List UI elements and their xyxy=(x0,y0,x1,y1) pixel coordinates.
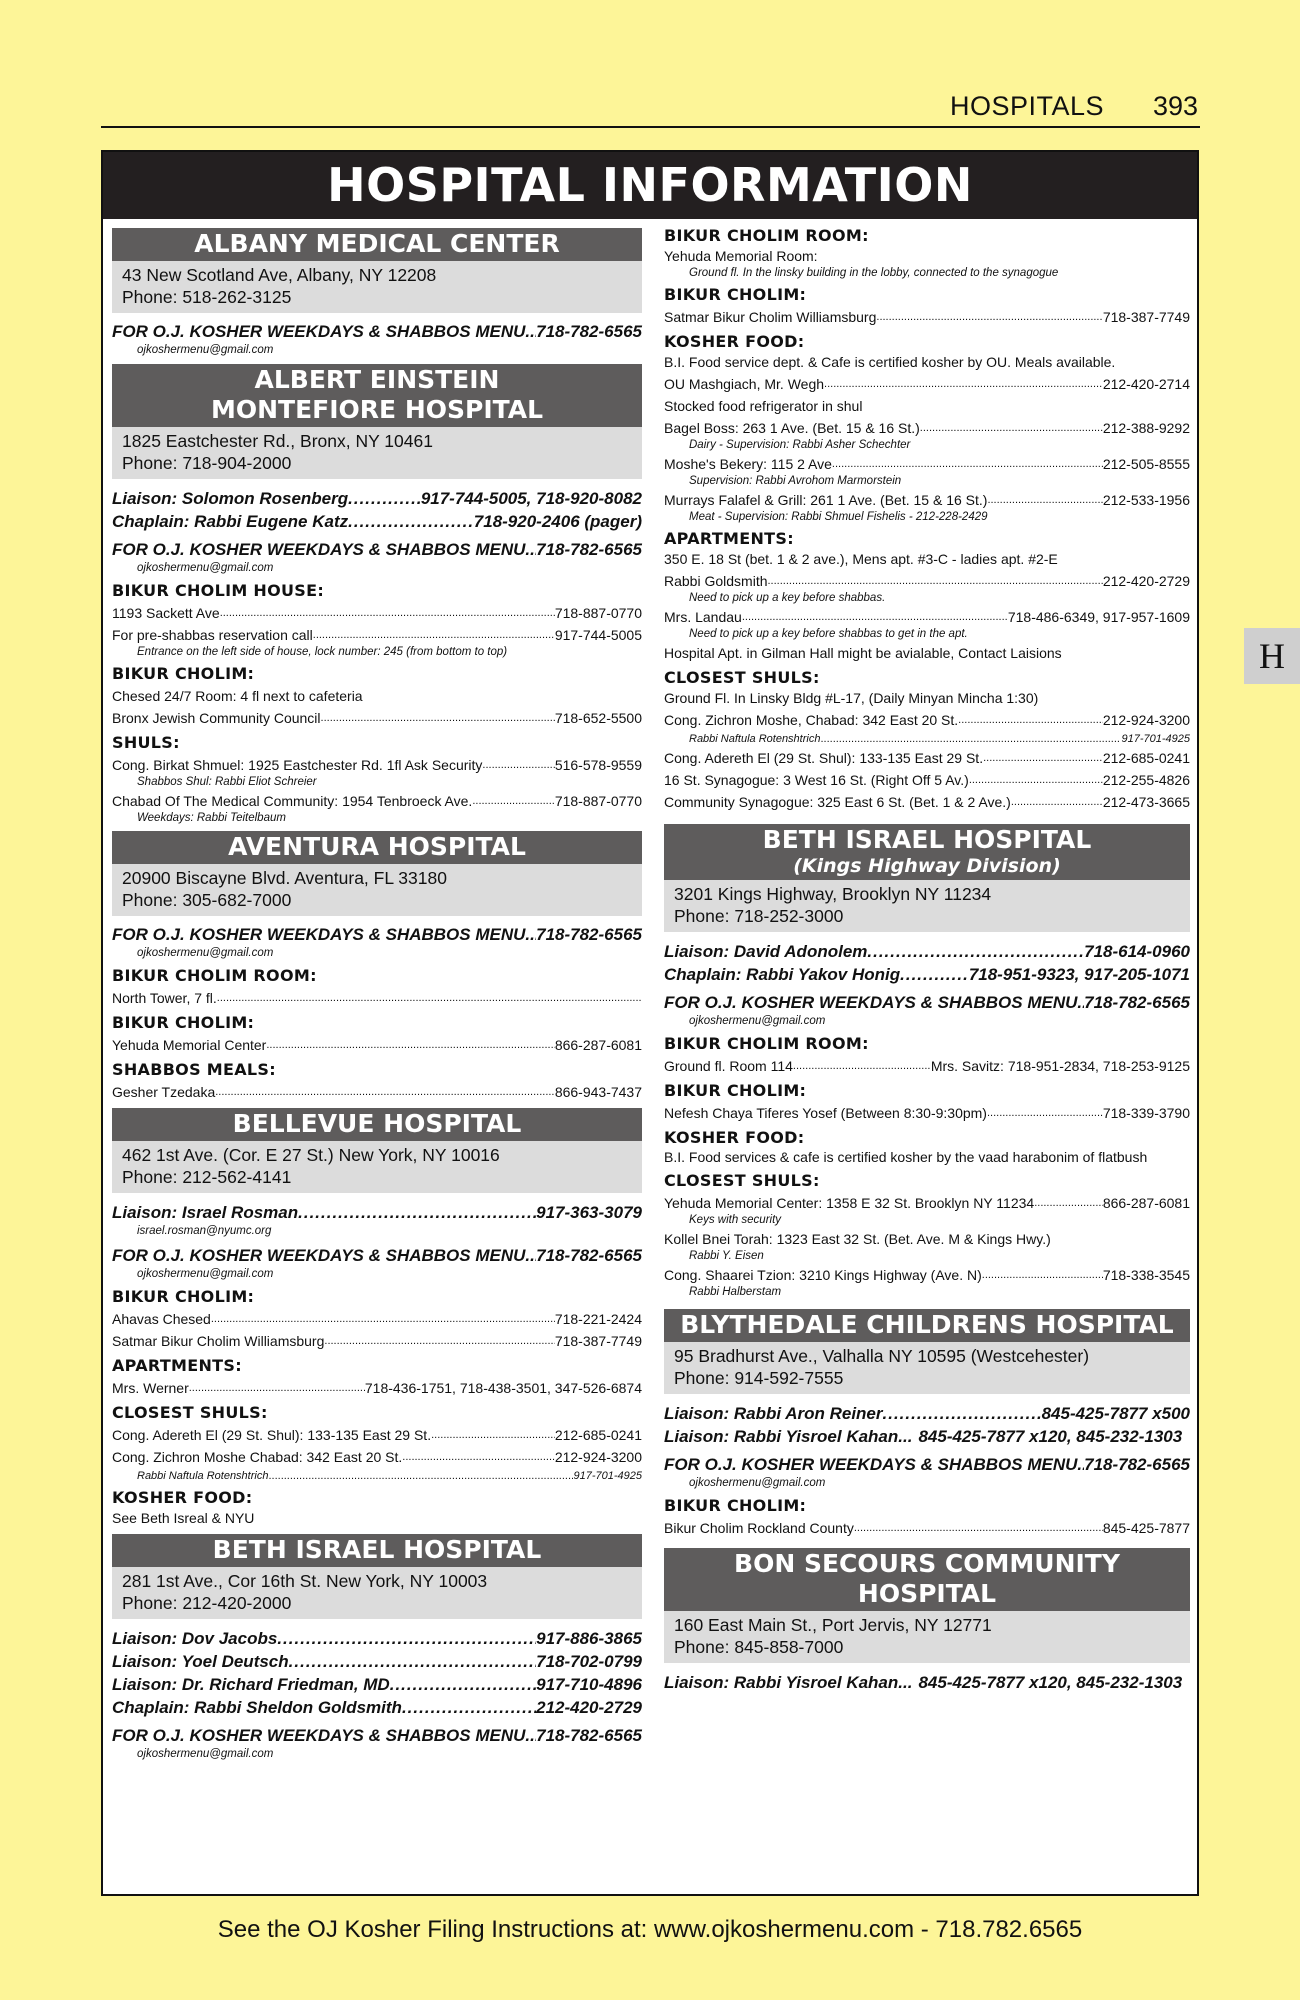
listing-note: Meat - Supervision: Rabbi Shmuel Fishelis - 212-228-2429 xyxy=(689,511,988,523)
menu-line: FOR O.J. KOSHER WEEKDAYS & SHABBOS MENU ..... 718-782-6565 xyxy=(112,539,642,561)
listing-text: See Beth Isreal & NYU xyxy=(112,1510,255,1526)
page-number: 393 xyxy=(1152,91,1198,121)
listing-row: Ground fl. Room 114 ..... Mrs. Savitz: 718-951-2834, 718-253-9125 xyxy=(664,1056,1190,1076)
menu-line: FOR O.J. KOSHER WEEKDAYS & SHABBOS MENU ..... 718-782-6565 xyxy=(112,1245,642,1267)
listing-note: Rabbi Halberstam xyxy=(689,1286,782,1298)
footer-text[interactable]: See the OJ Kosher Filing Instructions at: www.ojkoshermenu.com - 718.782.6565 xyxy=(217,1916,1083,1943)
hospital-bon-secours xyxy=(664,1548,1190,1694)
listing-row: Rabbi Naftula Rotenshtrich ..... 917-701-4925 xyxy=(112,1469,642,1483)
listing-note: Keys with security xyxy=(689,1214,782,1226)
liaison-line: Liaison: Yoel Deutsch ..... 718-702-0799 xyxy=(112,1650,642,1673)
listing-row: Ahavas Chesed ..... 718-221-2424 xyxy=(112,1309,642,1329)
listing-row: Yehuda Memorial Center: 1358 E 32 St. Brooklyn NY 11234 ..... 866-287-6081 xyxy=(664,1193,1190,1213)
menu-line: FOR O.J. KOSHER WEEKDAYS & SHABBOS MENU ..... 718-782-6565 xyxy=(112,321,642,343)
chaplain-line: Chaplain: Rabbi Sheldon Goldsmith ..... 212-420-2729 xyxy=(112,1696,642,1719)
menu-line: FOR O.J. KOSHER WEEKDAYS & SHABBOS MENU ..... 718-782-6565 xyxy=(112,1725,642,1747)
listing-text: Kollel Bnei Torah: 1323 East 32 St. (Bet. Ave. M & Kings Hwy.) xyxy=(664,1231,1051,1247)
listing-row: Cong. Shaarei Tzion: 3210 Kings Highway (Ave. N) ..... 718-338-3545 xyxy=(664,1265,1190,1285)
address: 3201 Kings Highway, Brooklyn NY 11234 xyxy=(674,884,992,904)
chaplain-line: Chaplain: Rabbi Eugene Katz ..... 718-920-2406 (pager) xyxy=(112,510,642,533)
section-heading: BIKUR CHOLIM ROOM: xyxy=(112,966,317,985)
liaison-line: Liaison: David Adonolem ..... 718-614-0960 xyxy=(664,940,1190,963)
listing-row: Cong. Adereth El (29 St. Shul): 133-135 East 29 St. ..... 212-685-0241 xyxy=(664,748,1190,768)
listing-text: Ground Fl. In Linsky Bldg #L-17, (Daily Minyan Mincha 1:30) xyxy=(664,690,1039,706)
hospital-blythedale xyxy=(664,1309,1190,1538)
listing-note: Rabbi Y. Eisen xyxy=(689,1250,764,1262)
section-heading: CLOSEST SHULS: xyxy=(664,1171,820,1190)
right-column xyxy=(664,226,1190,1700)
address: 1825 Eastchester Rd., Bronx, NY 10461 xyxy=(122,431,433,451)
section-heading: BIKUR CHOLIM ROOM: xyxy=(664,226,869,245)
section-heading: SHULS: xyxy=(112,733,180,752)
menu-email[interactable]: ojkoshermenu@gmail.com xyxy=(137,1268,274,1280)
listing-note: Need to pick up a key before shabbas to get in the apt. xyxy=(689,628,968,640)
liaison-line: Liaison: Dov Jacobs ..... 917-886-3865 xyxy=(112,1627,642,1650)
section-heading: BIKUR CHOLIM: xyxy=(112,1013,255,1032)
address: 43 New Scotland Ave, Albany, NY 12208 xyxy=(122,265,437,285)
listing-row: Rabbi Naftula Rotenshtrich ..... 917-701-4925 xyxy=(664,732,1190,746)
listing-text: B.I. Food service dept. & Cafe is certified kosher by OU. Meals available. xyxy=(664,354,1116,370)
listing-row: Yehuda Memorial Center ..... 866-287-6081 xyxy=(112,1035,642,1055)
menu-email[interactable]: ojkoshermenu@gmail.com xyxy=(689,1015,826,1027)
section-heading: APARTMENTS: xyxy=(664,529,794,548)
page-title: HOSPITAL INFORMATION xyxy=(103,152,1197,219)
hospital-name: ALBERT EINSTEIN MONTEFIORE HOSPITAL xyxy=(112,364,642,427)
section-heading: KOSHER FOOD: xyxy=(112,1488,253,1507)
listing-row: Gesher Tzedaka ..... 866-943-7437 xyxy=(112,1082,642,1102)
section-heading: KOSHER FOOD: xyxy=(664,1128,805,1147)
listing-text: B.I. Food services & cafe is certified kosher by the vaad harabonim of flatbush xyxy=(664,1149,1148,1165)
listing-row: North Tower, 7 fl. ..... xyxy=(112,988,642,1008)
menu-email[interactable]: ojkoshermenu@gmail.com xyxy=(137,562,274,574)
listing-row: Satmar Bikur Cholim Williamsburg ..... 718-387-7749 xyxy=(112,1331,642,1351)
section-heading: BIKUR CHOLIM ROOM: xyxy=(664,1034,869,1053)
hospital-bellevue xyxy=(112,1108,642,1528)
section-heading: CLOSEST SHULS: xyxy=(664,668,820,687)
listing-row: Cong. Zichron Moshe Chabad: 342 East 20 St. ..... 212-924-3200 xyxy=(112,1447,642,1467)
hospital-address-block xyxy=(112,427,642,479)
hospital-einstein xyxy=(112,364,642,825)
phone: Phone: 212-562-4141 xyxy=(122,1167,292,1187)
section-heading: SHABBOS MEALS: xyxy=(112,1060,276,1079)
listing-note: Ground fl. In the linsky building in the lobby, connected to the synagogue xyxy=(689,267,1059,279)
liaison-line: Liaison: Rabbi Yisroel Kahan... 845-425-7877 x120, 845-232-1303 xyxy=(664,1427,1183,1446)
section-heading: KOSHER FOOD: xyxy=(664,332,805,351)
liaison-line: Liaison: Rabbi Yisroel Kahan... 845-425-7877 x120, 845-232-1303 xyxy=(664,1673,1183,1692)
hospital-address-block xyxy=(664,880,1190,932)
section-heading: APARTMENTS: xyxy=(112,1356,242,1375)
section-heading: BIKUR CHOLIM: xyxy=(112,1287,255,1306)
hospital-beth-israel-kings xyxy=(664,824,1190,1299)
phone: Phone: 212-420-2000 xyxy=(122,1593,292,1613)
listing-row: Nefesh Chaya Tiferes Yosef (Between 8:30-9:30pm) ..... 718-339-3790 xyxy=(664,1103,1190,1123)
liaison-line: Liaison: Solomon Rosenberg ..... 917-744-5005, 718-920-8082 xyxy=(112,487,642,510)
listing-row: Chabad Of The Medical Community: 1954 Tenbroeck Ave. ..... 718-887-0770 xyxy=(112,791,642,811)
listing-row: Moshe's Bekery: 115 2 Ave ..... 212-505-8555 xyxy=(664,454,1190,474)
hospital-info-box xyxy=(101,150,1199,1896)
listing-row: Bikur Cholim Rockland County ..... 845-425-7877 xyxy=(664,1518,1190,1538)
section-heading: BIKUR CHOLIM: xyxy=(664,1496,807,1515)
left-column xyxy=(112,228,642,1768)
address: 281 1st Ave., Cor 16th St. New York, NY 10003 xyxy=(122,1571,488,1591)
chaplain-line: Chaplain: Rabbi Yakov Honig ..... 718-951-9323, 917-205-1071 xyxy=(664,963,1190,986)
menu-email[interactable]: ojkoshermenu@gmail.com xyxy=(137,947,274,959)
listing-row: Cong. Birkat Shmuel: 1925 Eastchester Rd. 1fl Ask Security ..... 516-578-9559 xyxy=(112,755,642,775)
listing-row: Bagel Boss: 263 1 Ave. (Bet. 15 & 16 St.) ..... 212-388-9292 xyxy=(664,418,1190,438)
phone: Phone: 718-904-2000 xyxy=(122,453,292,473)
hospital-name: AVENTURA HOSPITAL xyxy=(112,831,642,864)
listing-row: Murrays Falafel & Grill: 261 1 Ave. (Bet. 15 & 16 St.) ..... 212-533-1956 xyxy=(664,490,1190,510)
menu-line: FOR O.J. KOSHER WEEKDAYS & SHABBOS MENU ..... 718-782-6565 xyxy=(664,1454,1190,1476)
listing-row: Bronx Jewish Community Council ..... 718-652-5500 xyxy=(112,708,642,728)
hospital-name: BETH ISRAEL HOSPITAL xyxy=(112,1534,642,1567)
listing-row: Cong. Zichron Moshe, Chabad: 342 East 20 St. ..... 212-924-3200 xyxy=(664,710,1190,730)
listing-note: Need to pick up a key before shabbas. xyxy=(689,592,886,604)
phone: Phone: 718-252-3000 xyxy=(674,906,844,926)
section-heading: BIKUR CHOLIM HOUSE: xyxy=(112,581,325,600)
address: 95 Bradhurst Ave., Valhalla NY 10595 (Westcehester) xyxy=(674,1346,1090,1366)
section-title: HOSPITALS xyxy=(949,91,1104,121)
listing-row: For pre-shabbas reservation call ..... 917-744-5005 xyxy=(112,625,642,645)
listing-text: Hospital Apt. in Gilman Hall might be avialable, Contact Laisions xyxy=(664,645,1062,661)
section-heading: BIKUR CHOLIM: xyxy=(664,1081,807,1100)
listing-text: Chesed 24/7 Room: 4 fl next to cafeteria xyxy=(112,688,363,704)
listing-note: Weekdays: Rabbi Teitelbaum xyxy=(137,812,286,824)
section-heading: CLOSEST SHULS: xyxy=(112,1403,268,1422)
hospital-name: BLYTHEDALE CHILDRENS HOSPITAL xyxy=(664,1309,1190,1342)
phone: Phone: 914-592-7555 xyxy=(674,1368,844,1388)
listing-note: Supervision: Rabbi Avrohom Marmorstein xyxy=(689,475,902,487)
hospital-address-block xyxy=(664,1611,1190,1663)
hospital-address-block xyxy=(112,1141,642,1193)
hospital-aventura xyxy=(112,831,642,1102)
listing-row: Mrs. Werner ..... 718-436-1751, 718-438-3501, 347-526-6874 xyxy=(112,1378,642,1398)
section-heading: BIKUR CHOLIM: xyxy=(112,664,255,683)
hospital-address-block xyxy=(112,864,642,916)
phone: Phone: 845-858-7000 xyxy=(674,1637,844,1657)
liaison-line: Liaison: Dr. Richard Friedman, MD ..... 917-710-4896 xyxy=(112,1673,642,1696)
hospital-name: BELLEVUE HOSPITAL xyxy=(112,1108,642,1141)
hospital-address-block xyxy=(112,1567,642,1619)
listing-text: Stocked food refrigerator in shul xyxy=(664,398,863,414)
listing-row: Rabbi Goldsmith ..... 212-420-2729 xyxy=(664,571,1190,591)
listing-row: 16 St. Synagogue: 3 West 16 St. (Right Off 5 Av.) ..... 212-255-4826 xyxy=(664,770,1190,790)
listing-note: Dairy - Supervision: Rabbi Asher Schechter xyxy=(689,439,911,451)
menu-line: FOR O.J. KOSHER WEEKDAYS & SHABBOS MENU ..... 718-782-6565 xyxy=(112,924,642,946)
menu-line: FOR O.J. KOSHER WEEKDAYS & SHABBOS MENU ..... 718-782-6565 xyxy=(664,992,1190,1014)
listing-row: OU Mashgiach, Mr. Wegh ..... 212-420-2714 xyxy=(664,374,1190,394)
listing-row: Cong. Adereth El (29 St. Shul): 133-135 East 29 St. ..... 212-685-0241 xyxy=(112,1425,642,1445)
hospital-address-block xyxy=(112,261,642,313)
address: 20900 Biscayne Blvd. Aventura, FL 33180 xyxy=(122,868,447,888)
index-tab[interactable]: H xyxy=(1244,628,1300,684)
listing-row: Community Synagogue: 325 East 6 St. (Bet. 1 & 2 Ave.) ..... 212-473-3665 xyxy=(664,792,1190,812)
hospital-name: BETH ISRAEL HOSPITAL (Kings Highway Division) xyxy=(664,824,1190,880)
listing-row: Satmar Bikur Cholim Williamsburg ..... 718-387-7749 xyxy=(664,307,1190,327)
liaison-email[interactable]: israel.rosman@nyumc.org xyxy=(137,1225,272,1237)
hospital-address-block xyxy=(664,1342,1190,1394)
listing-note: Entrance on the left side of house, lock number: 245 (from bottom to top) xyxy=(137,646,508,658)
listing-text: 350 E. 18 St (bet. 1 & 2 ave.), Mens apt. #3-C - ladies apt. #2-E xyxy=(664,551,1058,567)
hospital-beth-israel-continued xyxy=(664,226,1190,812)
menu-email[interactable]: ojkoshermenu@gmail.com xyxy=(137,344,274,356)
listing-note: Shabbos Shul: Rabbi Eliot Schreier xyxy=(137,776,317,788)
hospital-subname: (Kings Highway Division) xyxy=(793,855,1061,877)
listing-row: 1193 Sackett Ave ..... 718-887-0770 xyxy=(112,603,642,623)
hospital-name: ALBANY MEDICAL CENTER xyxy=(112,228,642,261)
phone: Phone: 305-682-7000 xyxy=(122,890,292,910)
phone: Phone: 518-262-3125 xyxy=(122,287,292,307)
address: 462 1st Ave. (Cor. E 27 St.) New York, NY 10016 xyxy=(122,1145,500,1165)
page-header xyxy=(101,92,1200,128)
liaison-line: Liaison: Rabbi Aron Reiner ..... 845-425-7877 x500 xyxy=(664,1402,1190,1425)
liaison-line: Liaison: Israel Rosman ..... 917-363-3079 xyxy=(112,1201,642,1224)
hospital-name: BON SECOURS COMMUNITY HOSPITAL xyxy=(664,1548,1190,1611)
listing-text: Yehuda Memorial Room: xyxy=(664,248,818,264)
hospital-albany xyxy=(112,228,642,358)
menu-email[interactable]: ojkoshermenu@gmail.com xyxy=(137,1748,274,1760)
hospital-beth-israel xyxy=(112,1534,642,1762)
section-heading: BIKUR CHOLIM: xyxy=(664,285,807,304)
address: 160 East Main St., Port Jervis, NY 12771 xyxy=(674,1615,992,1635)
menu-email[interactable]: ojkoshermenu@gmail.com xyxy=(689,1477,826,1489)
listing-row: Mrs. Landau ..... 718-486-6349, 917-957-1609 xyxy=(664,607,1190,627)
